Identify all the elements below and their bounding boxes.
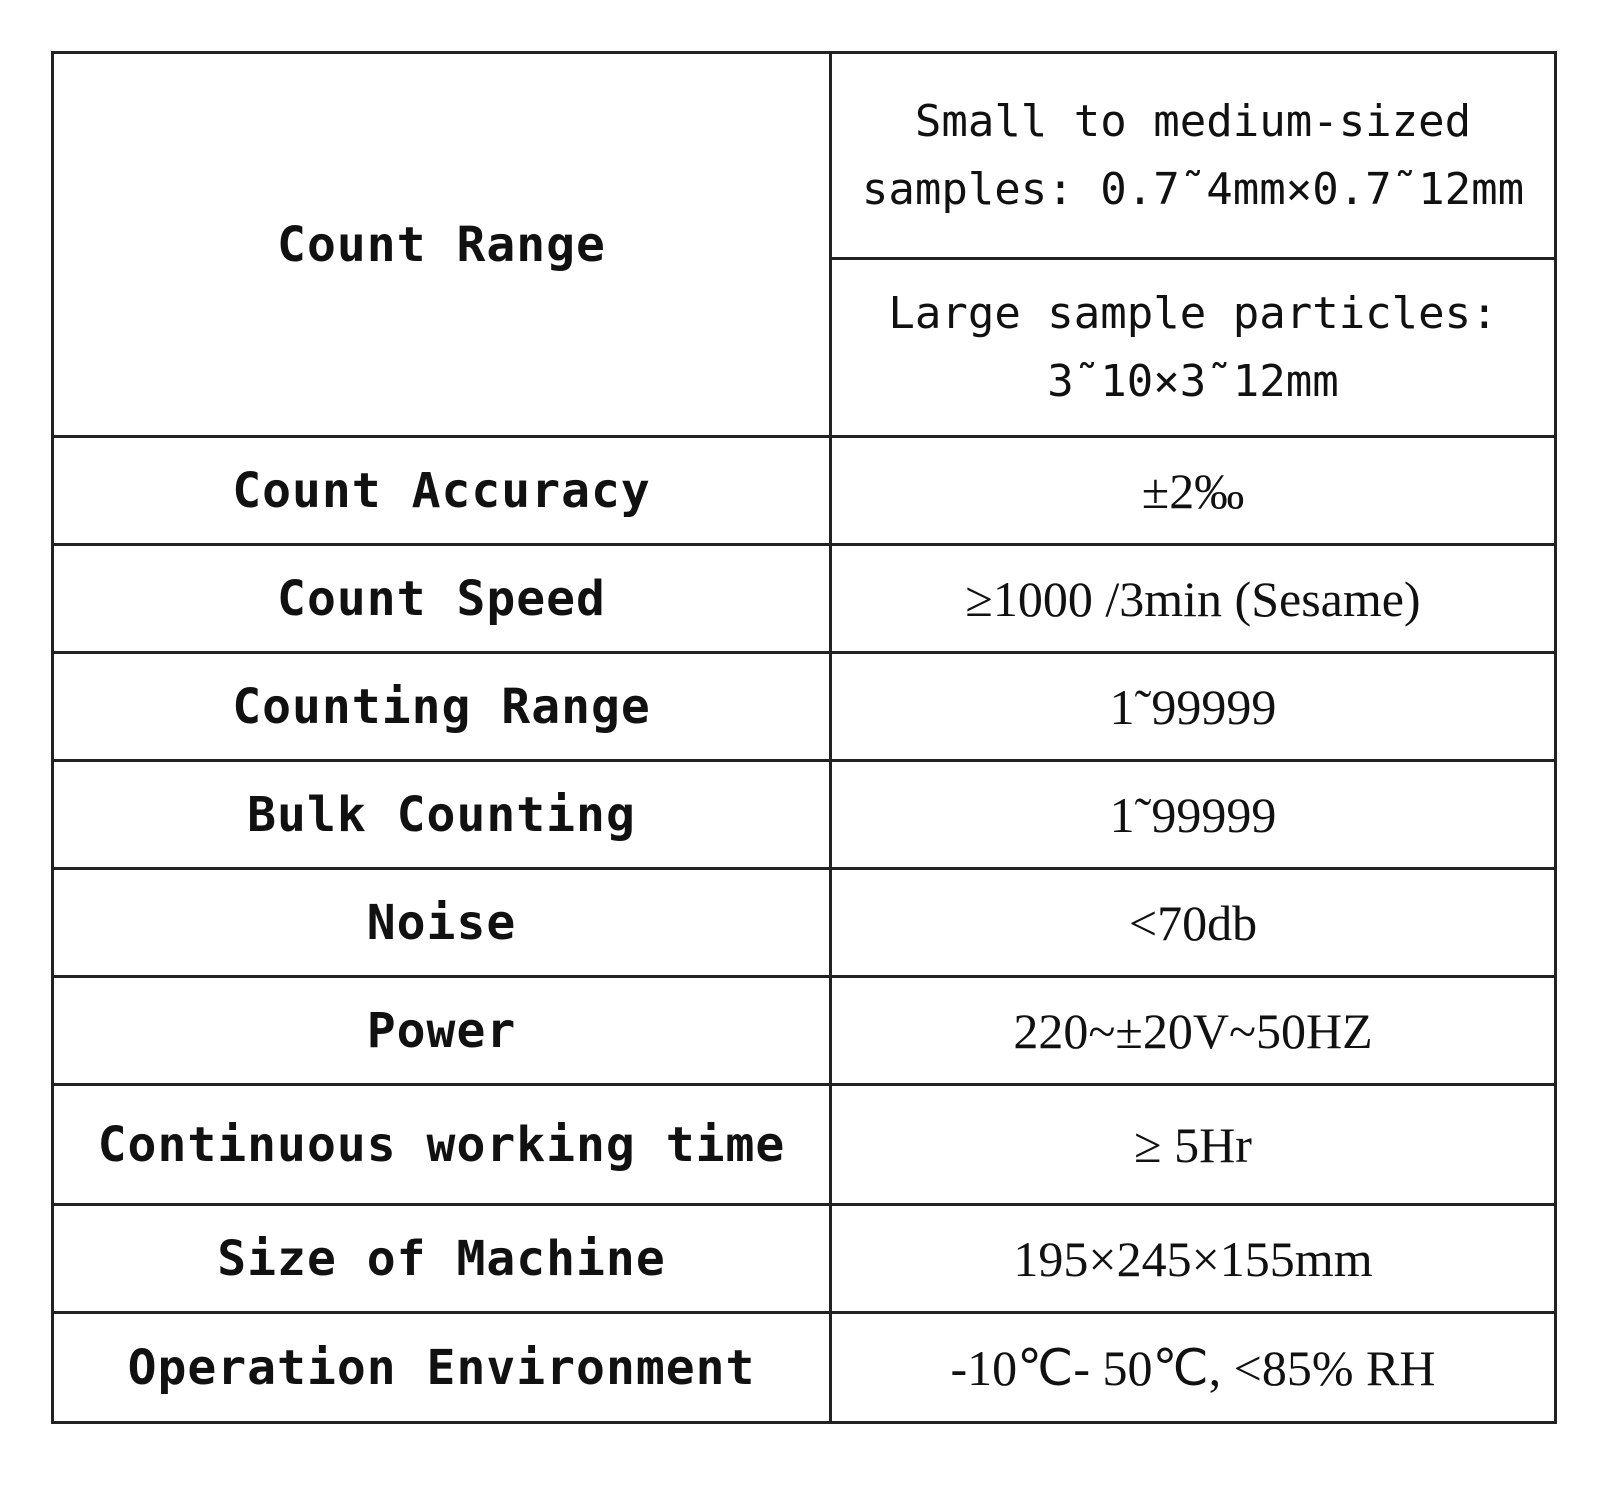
counting-range-value: 1˜99999: [831, 653, 1556, 761]
count-range-small-line1: Small to medium-sized: [914, 95, 1472, 147]
count-accuracy-label: Count Accuracy: [53, 437, 831, 545]
size-of-machine-value: 195×245×155mm: [831, 1205, 1556, 1313]
continuous-working-time-value: ≥ 5Hr: [831, 1085, 1556, 1205]
operation-environment-value: -10℃- 50℃, <85% RH: [831, 1313, 1556, 1423]
noise-label: Noise: [53, 869, 831, 977]
operation-environment-label: Operation Environment: [53, 1313, 831, 1423]
table-row: [53, 761, 1556, 869]
specification-table: [51, 51, 1557, 1424]
table-row: [53, 437, 1556, 545]
count-accuracy-value: ±2‰: [831, 437, 1556, 545]
count-range-large-value: [831, 259, 1556, 437]
table-row: [53, 1205, 1556, 1313]
count-range-small-line2: samples: 0.7˜4mm×0.7˜12mm: [861, 163, 1525, 215]
noise-value: <70db: [831, 869, 1556, 977]
power-value: 220~±20V~50HZ: [831, 977, 1556, 1085]
table-row: [53, 1085, 1556, 1205]
count-range-large-line2: 3˜10×3˜12mm: [1047, 355, 1339, 407]
power-label: Power: [53, 977, 831, 1085]
count-speed-value: ≥1000 /3min (Sesame): [831, 545, 1556, 653]
count-range-small-value: [831, 53, 1556, 259]
bulk-counting-value: 1˜99999: [831, 761, 1556, 869]
table-row: [53, 869, 1556, 977]
count-range-label: Count Range: [53, 53, 831, 437]
table-row: [53, 653, 1556, 761]
table-row: [53, 545, 1556, 653]
table-row: [53, 1313, 1556, 1423]
table-row: [53, 977, 1556, 1085]
continuous-working-time-label: Continuous working time: [53, 1085, 831, 1205]
size-of-machine-label: Size of Machine: [53, 1205, 831, 1313]
counting-range-label: Counting Range: [53, 653, 831, 761]
count-speed-label: Count Speed: [53, 545, 831, 653]
count-range-large-line1: Large sample particles:: [888, 287, 1498, 339]
bulk-counting-label: Bulk Counting: [53, 761, 831, 869]
table-row: [53, 53, 1556, 259]
